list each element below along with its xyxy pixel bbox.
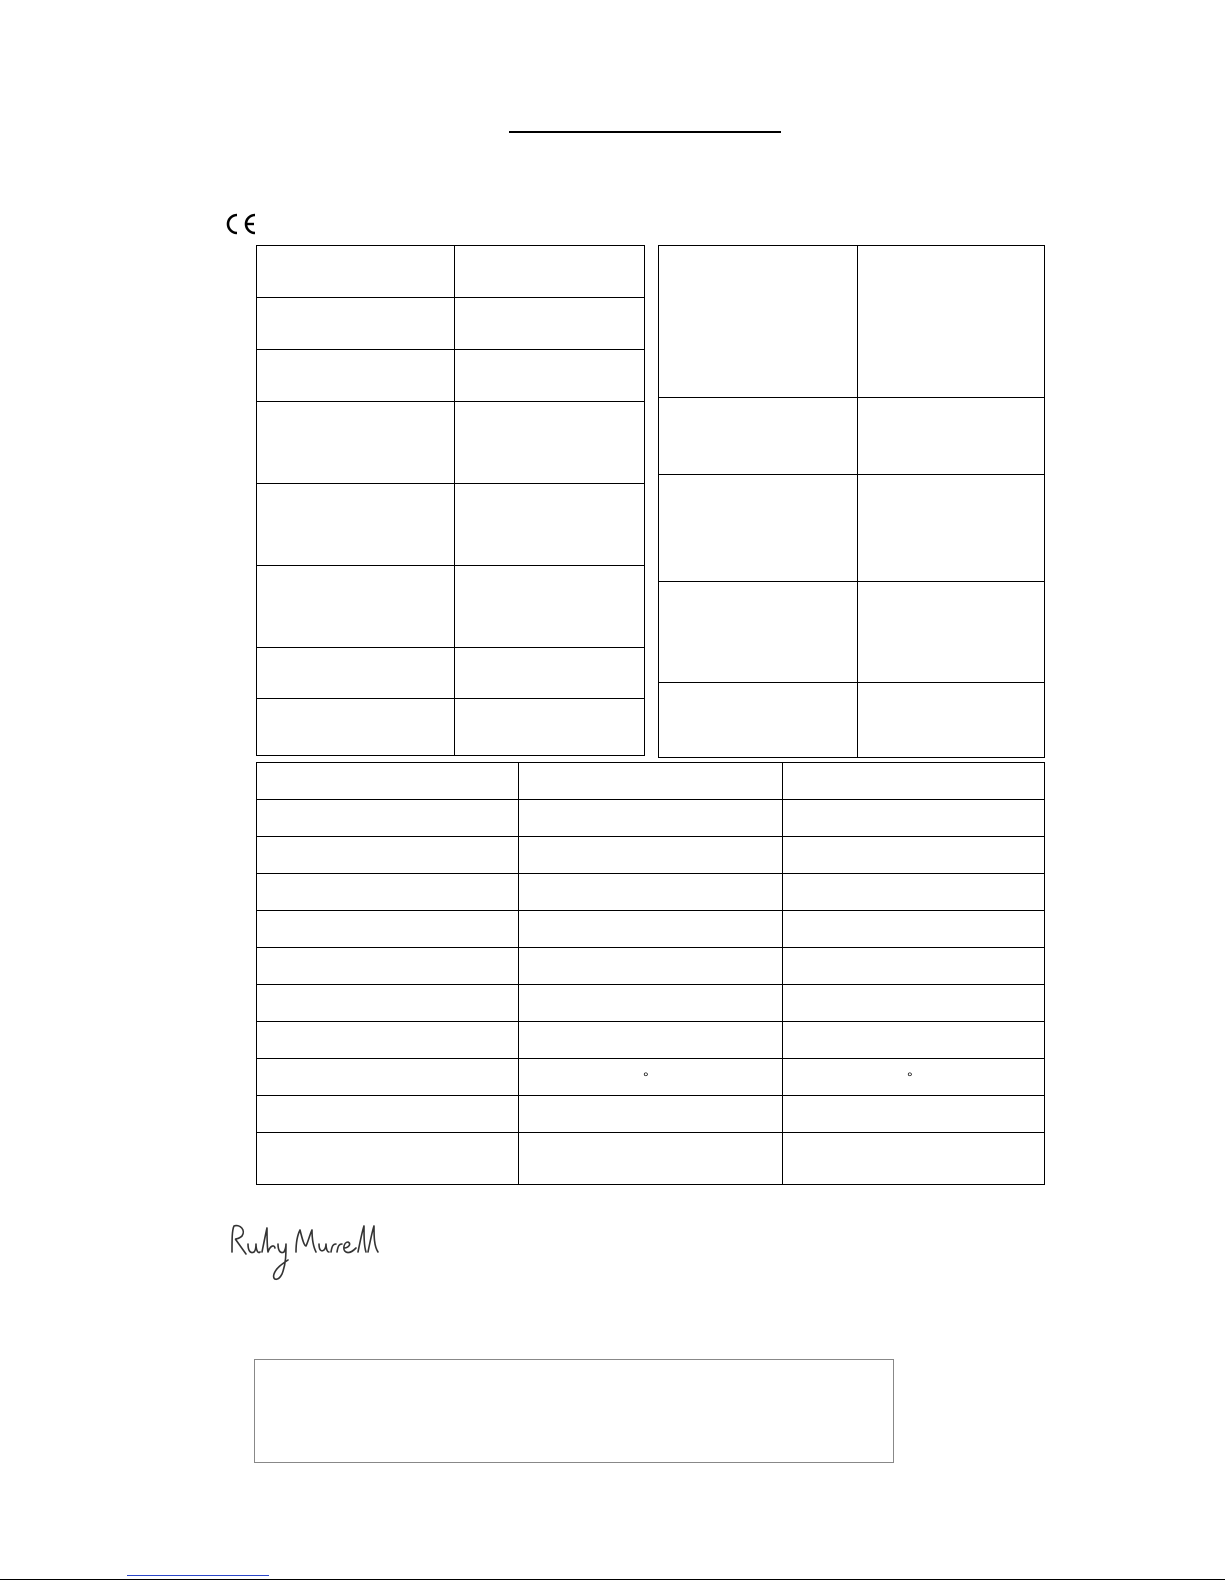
footer-link[interactable] [127,1575,269,1576]
title-underline [509,131,781,133]
table-row [257,763,1045,800]
footer-divider [0,1579,1225,1580]
table-row [257,402,645,484]
table-row [257,1022,1045,1059]
table-row [257,246,645,298]
degree-symbol: ° [783,1059,1045,1096]
table-row [257,1133,1045,1185]
table-row [659,582,1045,683]
table-row [659,475,1045,582]
table-row [257,800,1045,837]
table-row [257,350,645,402]
signature [226,1222,386,1288]
table-row [659,246,1045,398]
table-row [257,911,1045,948]
table-row [257,699,645,756]
table-row [257,566,645,648]
table-row [257,837,1045,874]
table-row [257,298,645,350]
table-row [659,398,1045,475]
table-row [257,1059,1045,1096]
table-row [257,484,645,566]
table-row [659,683,1045,758]
ce-mark-icon [222,212,258,236]
degree-symbol: ° [519,1059,783,1096]
spec-table-left [256,245,645,756]
spec-table-right [658,245,1045,758]
table-row [257,874,1045,911]
notice-box [254,1359,894,1463]
table-row [257,648,645,699]
table-row [257,948,1045,985]
spec-table-bottom [256,762,1045,1185]
table-row [257,985,1045,1022]
table-row [257,1096,1045,1133]
